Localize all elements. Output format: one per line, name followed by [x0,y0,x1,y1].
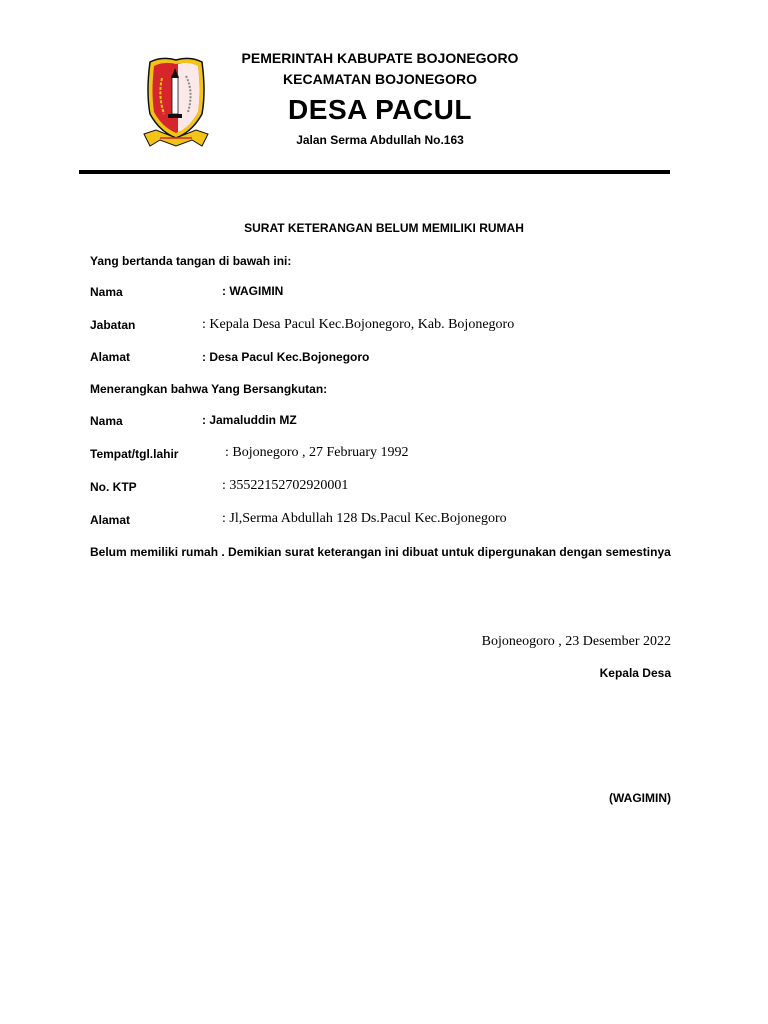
signer-address-value: : Desa Pacul Kec.Bojonegoro [202,350,370,364]
header-district-line: KECAMATAN BOJONEGORO [283,71,477,87]
signer-address-label: Alamat [90,350,131,364]
signer-name-label: Nama [90,285,123,299]
header-village-name: DESA PACUL [288,94,472,125]
middle-text: Menerangkan bahwa Yang Bersangkutan: [90,382,328,396]
signature-name: (WAGIMIN) [609,791,671,805]
header-divider-line [79,170,670,174]
subject-ktp-label: No. KTP [90,480,137,494]
subject-address-label: Alamat [90,513,131,527]
signer-name-value: : WAGIMIN [222,284,284,298]
subject-name-value: : Jamaluddin MZ [202,413,297,427]
signer-title: Kepala Desa [599,666,671,680]
subject-ktp-value: : 35522152702920001 [222,478,349,493]
signer-position-label: Jabatan [90,318,136,332]
subject-name-label: Nama [90,414,123,428]
statement-text: Belum memiliki rumah . Demikian surat keterangan ini dibuat untuk dipergunakan dengan semestinya [90,545,671,559]
intro-text: Yang bertanda tangan di bawah ini: [90,254,292,268]
header-address: Jalan Serma Abdullah No.163 [296,133,464,147]
signer-position-value: : Kepala Desa Pacul Kec.Bojonegoro, Kab. Bojonegoro [202,317,515,332]
letter-title: SURAT KETERANGAN BELUM MEMILIKI RUMAH [244,221,524,235]
subject-birth-label: Tempat/tgl.lahir [90,447,179,461]
subject-address-value: : Jl,Serma Abdullah 128 Ds.Pacul Kec.Bojonegoro [222,511,507,526]
subject-birth-value: : Bojonegoro , 27 February 1992 [225,445,409,460]
place-and-date: Bojoneogoro , 23 Desember 2022 [481,634,671,649]
header-government-line: PEMERINTAH KABUPATE BOJONEGORO [241,50,519,66]
